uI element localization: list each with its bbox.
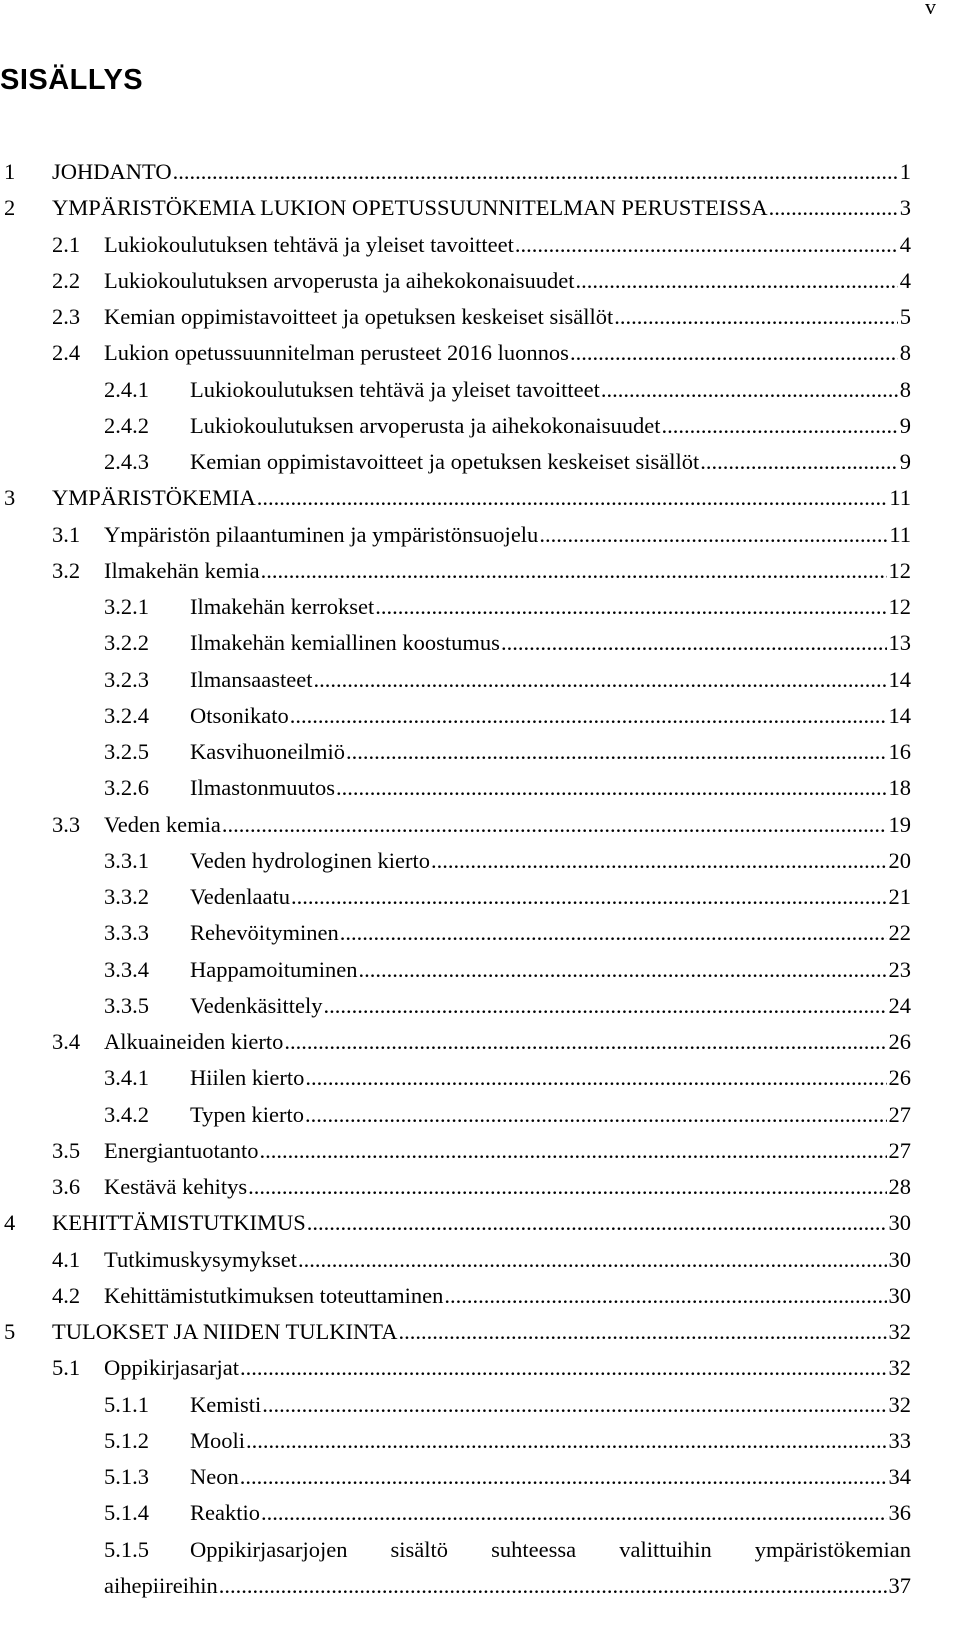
page-number: v xyxy=(925,0,936,19)
toc-entry-label: Ympäristön pilaantuminen ja ympäristönsuojelu xyxy=(104,521,539,547)
toc-entry-page: 32 xyxy=(888,1319,911,1344)
toc-entry[interactable] xyxy=(0,737,960,767)
toc-entry-label: Kestävä kehitys xyxy=(104,1174,248,1199)
dot-leader xyxy=(305,1100,886,1130)
toc-entry[interactable] xyxy=(0,1390,960,1420)
toc-entry-label: Rehevöityminen xyxy=(190,920,339,946)
toc-entry-number: 3.5 xyxy=(52,1137,81,1163)
dot-leader xyxy=(501,628,887,658)
toc-entry-label: Reaktio xyxy=(190,1500,260,1526)
toc-entry-page: 34 xyxy=(888,1464,911,1489)
toc-entry-continuation[interactable] xyxy=(0,1571,960,1601)
toc-entry[interactable] xyxy=(0,338,960,368)
toc-entry-page: 30 xyxy=(888,1282,911,1308)
toc-entry-number: 2 xyxy=(4,195,16,221)
toc-entry-label: Otsonikato xyxy=(190,702,289,728)
toc-entry-number: 3.2.2 xyxy=(104,630,149,656)
toc-entry-number: 3.2.5 xyxy=(104,739,149,764)
dot-leader xyxy=(173,157,898,187)
page-title: SISÄLLYS xyxy=(0,64,144,96)
toc-entry-label: Energiantuotanto xyxy=(104,1137,259,1163)
dot-leader xyxy=(336,773,887,803)
toc-entry-number: 2.4 xyxy=(52,340,81,366)
toc-entry-page: 1 xyxy=(899,159,911,184)
toc-entry-label: Lukiokoulutuksen arvoperusta ja aihekokonaisuudet xyxy=(190,412,661,438)
dot-leader xyxy=(298,1245,887,1275)
toc-entry-number: 3.3 xyxy=(52,811,81,837)
toc-entry-label: Ilmakehän kemiallinen koostumus xyxy=(190,630,500,656)
toc-entry[interactable] xyxy=(0,1100,960,1130)
toc-entry-label: Oppikirjasarjat xyxy=(104,1355,239,1381)
toc-entry[interactable] xyxy=(0,193,960,223)
dot-leader xyxy=(261,556,887,586)
toc-entry[interactable] xyxy=(0,556,960,586)
toc-entry[interactable] xyxy=(0,1063,960,1093)
dot-leader xyxy=(346,737,887,767)
toc-entry-number: 3.3.1 xyxy=(104,847,149,873)
dot-leader xyxy=(358,955,886,985)
toc-entry[interactable] xyxy=(0,1426,960,1456)
dot-leader xyxy=(769,193,898,223)
toc-entry-label: Ilmansaasteet xyxy=(190,666,313,692)
toc-entry-number: 3.4.1 xyxy=(104,1065,149,1091)
toc-entry-number: 5.1.1 xyxy=(104,1391,149,1417)
toc-entry-label: Lukiokoulutuksen arvoperusta ja aihekokonaisuudet xyxy=(104,267,575,293)
toc-entry[interactable] xyxy=(0,1136,960,1166)
toc-entry[interactable] xyxy=(0,1027,960,1057)
toc-entry[interactable] xyxy=(0,955,960,985)
toc-entry-page: 27 xyxy=(888,1101,911,1127)
toc-entry-page: 13 xyxy=(888,630,911,656)
toc-entry[interactable] xyxy=(0,773,960,803)
dot-leader xyxy=(313,665,886,695)
toc-entry-label: Lukiokoulutuksen tehtävä ja yleiset tavoitteet xyxy=(104,231,514,257)
toc-entry[interactable] xyxy=(0,266,960,296)
toc-entry-label-continuation: aihepiireihin xyxy=(104,1572,218,1598)
dot-leader xyxy=(291,882,887,912)
toc-entry-number: 5.1.2 xyxy=(104,1427,149,1453)
toc-entry-label: Vedenlaatu xyxy=(190,884,290,909)
toc-entry[interactable] xyxy=(0,918,960,948)
toc-entry-number: 1 xyxy=(4,159,16,184)
toc-entry-page: 27 xyxy=(888,1137,911,1163)
toc-entry-label: JOHDANTO xyxy=(52,159,172,184)
toc-entry-label: Ilmakehän kemia xyxy=(104,557,260,583)
dot-leader xyxy=(601,375,898,405)
toc-entry-page: 3 xyxy=(899,195,911,221)
toc-entry[interactable] xyxy=(0,1245,960,1275)
toc-entry[interactable] xyxy=(0,302,960,332)
toc-entry-label: Ilmastonmuutos xyxy=(190,775,335,801)
toc-entry[interactable] xyxy=(0,375,960,405)
toc-entry[interactable] xyxy=(0,1353,960,1383)
toc-entry-number: 3.6 xyxy=(52,1174,81,1199)
toc-entry-page: 20 xyxy=(888,847,911,873)
dot-leader xyxy=(222,810,887,840)
toc-entry-label: Neon xyxy=(190,1464,239,1489)
toc-entry-number: 3.3.4 xyxy=(104,956,149,982)
toc-entry-label: YMPÄRISTÖKEMIA LUKION OPETUSSUUNNITELMAN PERUSTEISSA xyxy=(52,195,768,221)
toc-entry[interactable] xyxy=(0,157,960,187)
toc-entry[interactable] xyxy=(0,665,960,695)
toc-entry-page: 11 xyxy=(889,521,911,547)
toc-entry-label: Happamoituminen xyxy=(190,956,358,982)
toc-entry-number: 2.2 xyxy=(52,267,81,293)
toc-entry-page: 11 xyxy=(889,485,911,511)
toc-entry[interactable] xyxy=(0,701,960,731)
toc-entry[interactable] xyxy=(0,230,960,260)
toc-entry-page: 37 xyxy=(888,1572,911,1598)
dot-leader xyxy=(260,1136,887,1166)
toc-entry-page: 9 xyxy=(899,412,911,438)
toc-entry[interactable] xyxy=(0,520,960,550)
toc-entry-number: 5.1.4 xyxy=(104,1500,149,1526)
toc-entry-number: 2.1 xyxy=(52,231,81,257)
toc-entry-page: 19 xyxy=(888,811,911,837)
toc-entry-page: 30 xyxy=(888,1246,911,1272)
toc-entry-label: Mooli xyxy=(190,1427,246,1453)
toc-entry-page: 33 xyxy=(888,1427,911,1453)
dot-leader xyxy=(307,1208,887,1238)
toc-entry-page: 24 xyxy=(888,992,911,1018)
toc-entry-number: 4.1 xyxy=(52,1246,81,1272)
dot-leader xyxy=(290,701,887,731)
dot-leader xyxy=(515,230,898,260)
toc-entry[interactable] xyxy=(0,1498,960,1528)
toc-entry-number: 2.4.2 xyxy=(104,412,149,438)
toc-entry-label: Vedenkäsittely xyxy=(190,992,323,1018)
toc-entry-number: 3.2.3 xyxy=(104,666,149,692)
dot-leader xyxy=(570,338,898,368)
toc-entry[interactable] xyxy=(0,1172,960,1202)
toc-entry-page: 16 xyxy=(888,739,911,764)
toc-entry[interactable] xyxy=(0,411,960,441)
toc-entry-label: Lukion opetussuunnitelman perusteet 2016 luonnos xyxy=(104,340,569,366)
dot-leader xyxy=(261,1498,887,1528)
toc-entry-label: Kemisti xyxy=(190,1391,262,1417)
dot-leader xyxy=(444,1281,886,1311)
toc-entry-number: 5.1.5 xyxy=(104,1536,149,1562)
toc-entry-page: 26 xyxy=(888,1029,911,1054)
dot-leader xyxy=(431,846,887,876)
toc-entry-label: YMPÄRISTÖKEMIA xyxy=(52,485,256,511)
toc-entry[interactable] xyxy=(0,447,960,477)
toc-entry-number: 3.4 xyxy=(52,1029,81,1054)
toc-entry-number: 3.2 xyxy=(52,557,81,583)
toc-entry-page: 21 xyxy=(888,884,911,909)
toc-entry-label: Veden kemia xyxy=(104,811,221,837)
toc-entry-number: 4 xyxy=(4,1210,16,1236)
toc-entry[interactable] xyxy=(0,1208,960,1238)
toc-entry[interactable] xyxy=(0,628,960,658)
toc-entry-label: Veden hydrologinen kierto xyxy=(190,847,430,873)
toc-entry[interactable] xyxy=(0,1535,960,1565)
toc-entry-page: 18 xyxy=(888,775,911,801)
toc-entry-label: KEHITTÄMISTUTKIMUS xyxy=(52,1210,306,1236)
toc-entry-number: 4.2 xyxy=(52,1282,81,1308)
toc-entry-page: 32 xyxy=(888,1355,911,1381)
toc-entry-page: 8 xyxy=(899,376,911,402)
toc-entry-page: 9 xyxy=(899,449,911,474)
toc-entry-page: 22 xyxy=(888,920,911,946)
dot-leader xyxy=(240,1462,887,1492)
dot-leader xyxy=(375,592,886,622)
dot-leader xyxy=(257,483,888,513)
toc-entry[interactable] xyxy=(0,882,960,912)
toc-entry-number: 5 xyxy=(4,1319,16,1344)
dot-leader xyxy=(219,1571,887,1601)
toc-entry-number: 5.1.3 xyxy=(104,1464,149,1489)
toc-entry-page: 36 xyxy=(888,1500,911,1526)
toc-entry-label: Lukiokoulutuksen tehtävä ja yleiset tavoitteet xyxy=(190,376,600,402)
toc-entry-label: Tutkimuskysymykset xyxy=(104,1246,297,1272)
dot-leader xyxy=(340,918,887,948)
dot-leader xyxy=(323,991,886,1021)
toc-entry-number: 5.1 xyxy=(52,1355,81,1381)
toc-entry-number: 2.3 xyxy=(52,304,81,329)
dot-leader xyxy=(248,1172,886,1202)
toc-entry-label: Hiilen kierto xyxy=(190,1065,305,1091)
toc-entry-number: 2.4.1 xyxy=(104,376,149,402)
dot-leader xyxy=(305,1063,886,1093)
toc-entry-page: 14 xyxy=(888,666,911,692)
toc-entry-page: 28 xyxy=(888,1174,911,1199)
toc-entry[interactable] xyxy=(0,483,960,513)
toc-entry-page: 5 xyxy=(899,304,911,329)
toc-entry-label: Kemian oppimistavoitteet ja opetuksen keskeiset sisällöt xyxy=(104,304,614,329)
toc-entry-page: 4 xyxy=(899,231,911,257)
toc-entry-label: Kasvihuoneilmiö xyxy=(190,739,345,764)
toc-entry[interactable] xyxy=(0,1281,960,1311)
dot-leader xyxy=(539,520,887,550)
toc-entry-label: Oppikirjasarjojen sisältö suhteessa valittuihin ympäristökemian xyxy=(190,1536,911,1562)
toc-entry-label: Kehittämistutkimuksen toteuttaminen xyxy=(104,1282,444,1308)
dot-leader xyxy=(284,1027,886,1057)
toc-entry[interactable] xyxy=(0,592,960,622)
toc-entry-number: 3.1 xyxy=(52,521,81,547)
toc-entry-number: 3.2.1 xyxy=(104,594,149,619)
toc-entry-page: 4 xyxy=(899,267,911,293)
toc-entry-number: 3.2.4 xyxy=(104,702,149,728)
toc-entry-label: Kemian oppimistavoitteet ja opetuksen keskeiset sisällöt xyxy=(190,449,700,474)
toc-entry-number: 3.3.2 xyxy=(104,884,149,909)
dot-leader xyxy=(246,1426,886,1456)
toc-entry-page: 14 xyxy=(888,702,911,728)
toc-entry[interactable] xyxy=(0,1462,960,1492)
dot-leader xyxy=(662,411,898,441)
dot-leader xyxy=(398,1317,886,1347)
toc-entry-number: 2.4.3 xyxy=(104,449,149,474)
dot-leader xyxy=(240,1353,887,1383)
dot-leader xyxy=(700,447,897,477)
toc-entry-number: 3.3.5 xyxy=(104,992,149,1018)
toc-entry-number: 3.4.2 xyxy=(104,1101,149,1127)
dot-leader xyxy=(614,302,897,332)
toc-entry-page: 26 xyxy=(888,1065,911,1091)
toc-entry-number: 3.3.3 xyxy=(104,920,149,946)
toc-entry[interactable] xyxy=(0,810,960,840)
toc-entry-page: 8 xyxy=(899,340,911,366)
toc-entry-number: 3.2.6 xyxy=(104,775,149,801)
toc-entry-page: 23 xyxy=(888,956,911,982)
dot-leader xyxy=(262,1390,886,1420)
toc-entry[interactable] xyxy=(0,1317,960,1347)
toc-entry-page: 30 xyxy=(888,1210,911,1236)
toc-entry-label: Ilmakehän kerrokset xyxy=(190,594,375,619)
toc-entry-label: Typen kierto xyxy=(190,1101,305,1127)
toc-entry-label: TULOKSET JA NIIDEN TULKINTA xyxy=(52,1319,398,1344)
toc-entry-page: 12 xyxy=(888,594,911,619)
toc-entry[interactable] xyxy=(0,991,960,1021)
toc-entry-number: 3 xyxy=(4,485,16,511)
toc-entry-page: 12 xyxy=(888,557,911,583)
dot-leader xyxy=(576,266,898,296)
toc-entry-label: Alkuaineiden kierto xyxy=(104,1029,284,1054)
toc-entry-page: 32 xyxy=(888,1391,911,1417)
toc-entry[interactable] xyxy=(0,846,960,876)
